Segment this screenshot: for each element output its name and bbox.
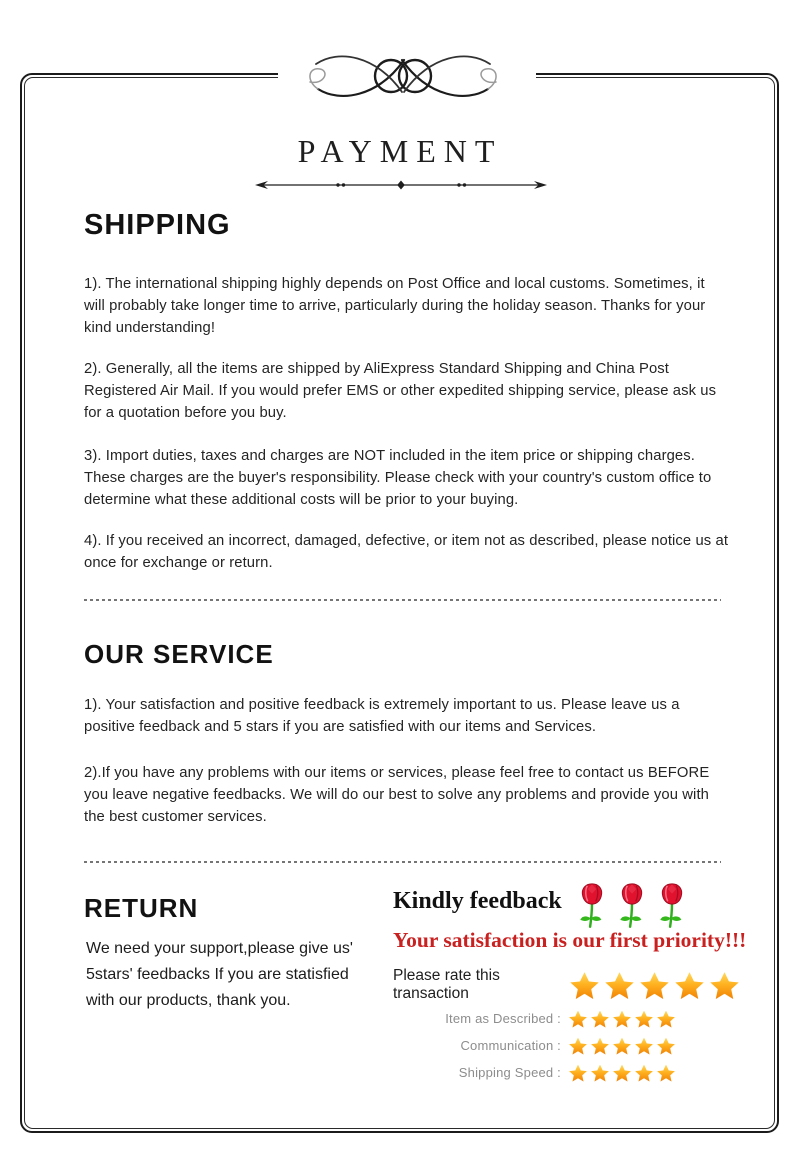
- rating-row-communication: [393, 1032, 753, 1059]
- rating-rows: [393, 1005, 753, 1086]
- service-paragraph-1: 1). Your satisfaction and positive feedback is extremely important to us. Please leave us a positive feedback and 5 stars if you are satisfied with our items and Services.: [84, 697, 680, 735]
- rating-label: Item as Described :: [445, 1011, 561, 1026]
- kindly-feedback-label: Kindly feedback: [393, 888, 562, 914]
- rating-label: Communication :: [460, 1038, 561, 1053]
- return-heading: RETURN: [84, 893, 199, 923]
- page-title: PAYMENT: [297, 133, 503, 169]
- rose-icon: [576, 882, 608, 930]
- star-icon: [655, 1062, 677, 1084]
- star-icon: [567, 968, 602, 1003]
- star-icon: [672, 968, 707, 1003]
- rose-icon: [616, 882, 648, 930]
- star-icon: [655, 1008, 677, 1030]
- satisfaction-slogan: Your satisfaction is our first priority!!!: [393, 928, 747, 952]
- star-icon: [567, 1062, 589, 1084]
- star-icon: [655, 1035, 677, 1057]
- star-icon: [633, 1062, 655, 1084]
- star-icon: [611, 1062, 633, 1084]
- rating-stars: [567, 1035, 753, 1057]
- star-icon: [602, 968, 637, 1003]
- shipping-paragraph-1: 1). The international shipping highly depends on Post Office and local customs. Sometimes, it will probably take longer time to arrive, particularly during the holiday season. Thanks for your kind understanding!: [84, 276, 706, 336]
- shipping-heading: SHIPPING: [84, 209, 231, 241]
- star-icon: [589, 1008, 611, 1030]
- star-icon: [567, 1035, 589, 1057]
- shipping-paragraph-4: 4). If you received an incorrect, damaged, defective, or item not as described, please notice us at once for exchange or return.: [84, 533, 729, 571]
- rating-row-item-described: [393, 1005, 753, 1032]
- star-icon: [567, 1008, 589, 1030]
- star-icon: [589, 1035, 611, 1057]
- star-icon: [633, 1035, 655, 1057]
- shipping-paragraph-2: 2). Generally, all the items are shipped by AliExpress Standard Shipping and China Post Registered Air Mail. If you would prefer EMS or other expedited shipping service, please ask us for a quotation before you buy.: [84, 361, 717, 421]
- star-icon: [707, 968, 742, 1003]
- service-heading: OUR SERVICE: [84, 639, 274, 669]
- star-icon: [633, 1008, 655, 1030]
- rating-label: Shipping Speed :: [458, 1065, 561, 1080]
- flourish-ornament-icon: [278, 46, 528, 106]
- feedback-block: [393, 884, 753, 1086]
- rose-icons: [576, 884, 688, 930]
- star-icon: [611, 1008, 633, 1030]
- star-icon: [637, 968, 672, 1003]
- star-icon: [611, 1035, 633, 1057]
- title-rule-icon: [253, 178, 549, 192]
- rating-row-shipping-speed: [393, 1059, 753, 1086]
- rose-icon: [656, 882, 688, 930]
- return-text: We need your support,please give us' 5stars' feedbacks If you are statisfied with our products, thank you.: [86, 940, 353, 1009]
- section-divider: [84, 861, 721, 863]
- star-icon: [589, 1062, 611, 1084]
- rate-prompt: Please rate this transaction: [393, 967, 500, 1002]
- service-paragraph-2: 2).If you have any problems with our items or services, please feel free to contact us BEFORE you leave negative feedbacks. We will do our best to solve any problems and provide you with the best customer services.: [84, 765, 710, 825]
- rating-stars: [567, 1008, 753, 1030]
- shipping-paragraph-3: 3). Import duties, taxes and charges are NOT included in the item price or shipping charges. These charges are the buyer's responsibility. Please check with your country's custom office to determine what these additional costs will be prior to your buying.: [84, 448, 712, 508]
- rating-stars-overall: [567, 968, 753, 1003]
- section-divider: [84, 599, 721, 601]
- rating-stars: [567, 1062, 753, 1084]
